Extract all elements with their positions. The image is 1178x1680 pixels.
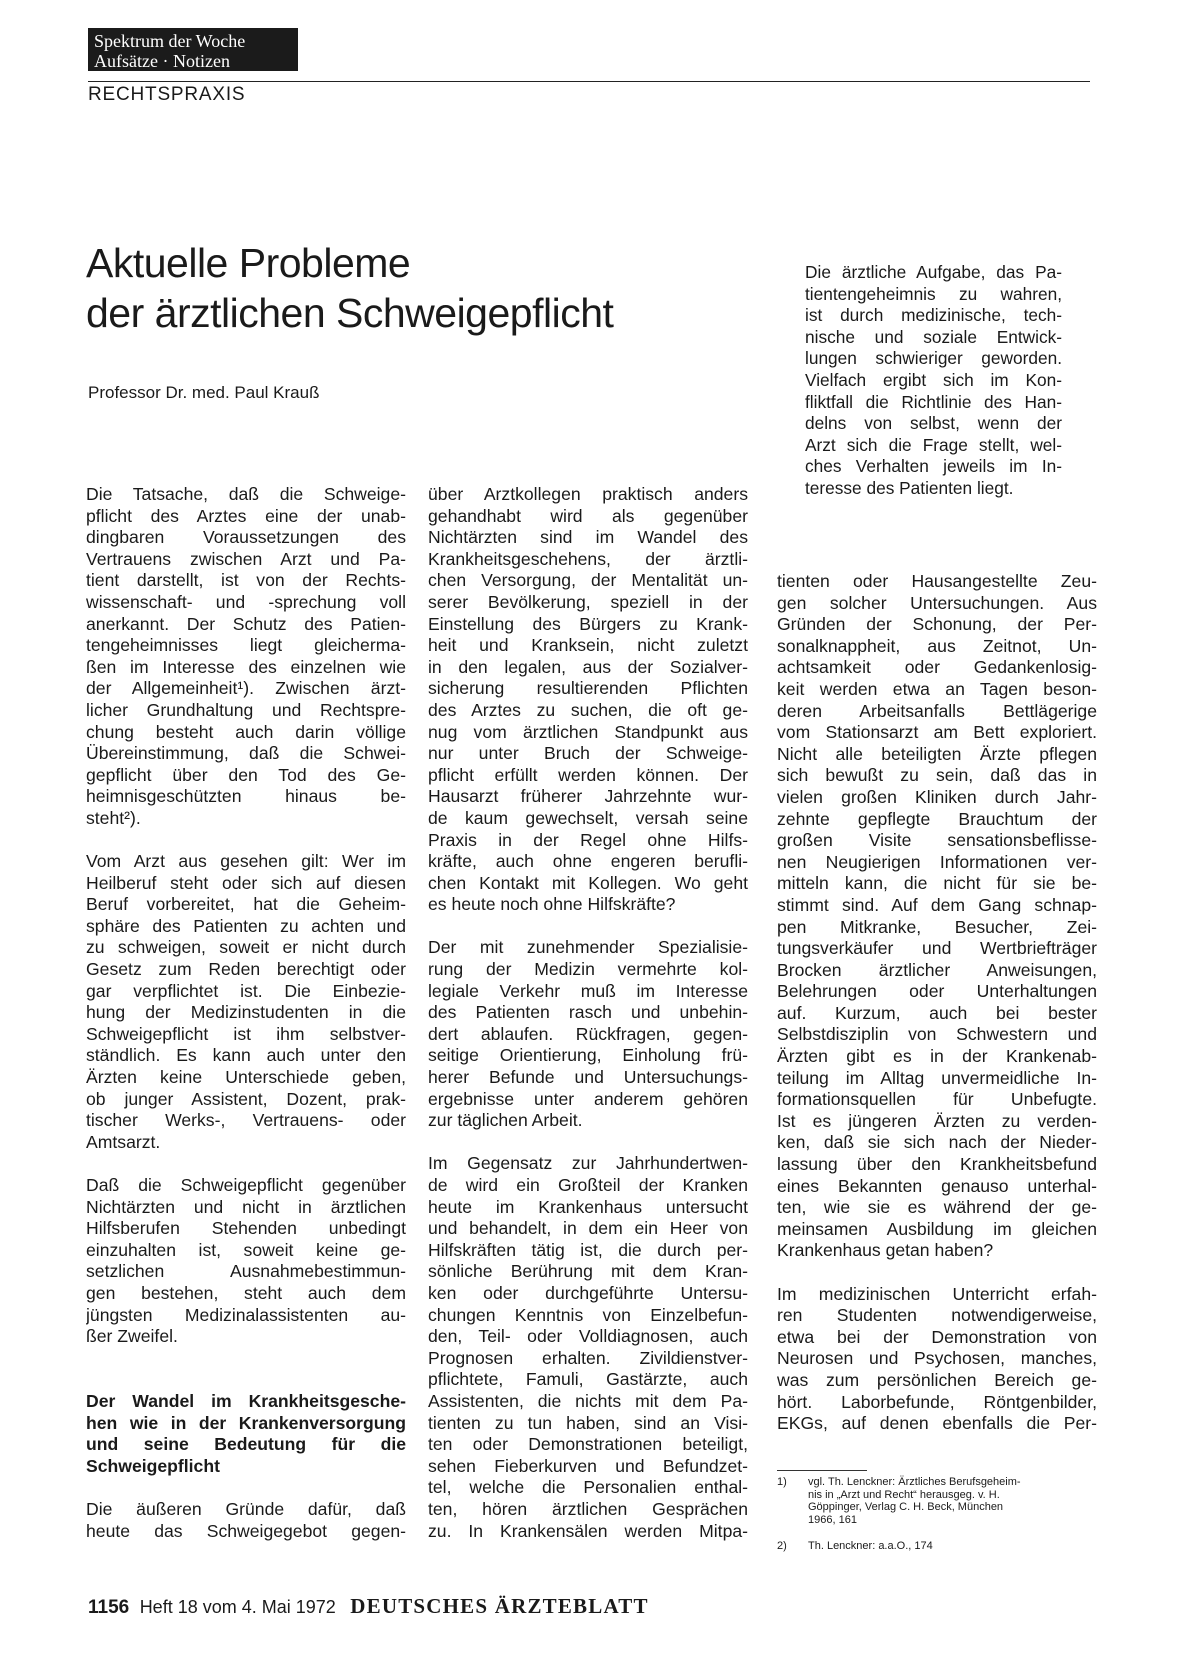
body-line: heimnisgeschützten hinaus be-	[86, 786, 406, 807]
footnote-line: nis in „Arzt und Recht“ herausgeg. v. H.	[808, 1488, 1000, 1501]
body-line: heute das Schweigegebot gegen-	[86, 1520, 406, 1541]
body-line: chungen Kenntnis von Einzelbefun-	[428, 1304, 748, 1325]
body-line: dingbaren Voraussetzungen des	[86, 527, 406, 548]
journal-name: DEUTSCHES ÄRZTEBLATT	[350, 1594, 649, 1618]
body-line: herer Befunde und Untersuchungs-	[428, 1067, 748, 1088]
body-line: tienten oder Hausangestellte Zeu-	[777, 571, 1097, 591]
body-line: über Arztkollegen praktisch anders	[428, 484, 748, 504]
body-line: licher Grundhaltung und Rechtspre-	[86, 699, 406, 720]
body-line: Hilfsberufen Stehenden unbedingt	[86, 1218, 406, 1239]
body-line: zu. In Krankensälen werden Mitpa-	[428, 1520, 748, 1541]
body-line: de kaum gewechselt, versah seine	[428, 807, 748, 828]
sidebar-line: fliktfall die Richtlinie des Han-	[805, 391, 1062, 412]
body-line: des Arztes zu suchen, die oft ge-	[428, 699, 748, 720]
body-line: tischer Werks-, Vertrauens- oder	[86, 1110, 406, 1131]
body-line: Die Tatsache, daß die Schweige-	[86, 484, 406, 504]
body-line: Vom Arzt aus gesehen gilt: Wer im	[86, 851, 406, 872]
body-line: nen Neugierigen Informationen ver-	[777, 851, 1097, 872]
text-column-2	[428, 484, 748, 1542]
body-line: mitteln kann, die nicht für sie be-	[777, 873, 1097, 894]
body-line: heute im Krankenhaus untersucht	[428, 1196, 748, 1217]
body-line: Ärzten keine Unterschiede geben,	[86, 1067, 406, 1088]
article-title	[86, 238, 613, 338]
teaser-sidebar	[805, 262, 1062, 500]
sidebar-line: delns von selbst, wenn der	[805, 413, 1062, 434]
body-line: ten, wie sie es während der ge-	[777, 1197, 1097, 1218]
body-line: Einstellung des Bürgers zu Krank-	[428, 613, 748, 634]
body-line: Brocken ärztlicher Anweisungen,	[777, 959, 1097, 980]
sidebar-line: teresse des Patienten liegt.	[805, 477, 1014, 498]
sidebar-line: tientengeheimnis zu wahren,	[805, 283, 1062, 304]
body-line: gehandhabt wird als gegenüber	[428, 505, 748, 526]
body-line: gepflicht über den Tod des Ge-	[86, 764, 406, 785]
section-label: RECHTSPRAXIS	[88, 84, 246, 105]
body-line: Vertrauens zwischen Arzt und Pa-	[86, 548, 406, 569]
body-line: der Allgemeinheit¹). Zwischen ärzt-	[86, 678, 406, 699]
body-line: pflicht des Arztes eine der unab-	[86, 505, 406, 526]
sidebar-line: lungen schwieriger geworden.	[805, 348, 1062, 369]
text-column-1	[86, 484, 406, 1542]
footnote-rule	[777, 1470, 867, 1471]
author-byline: Professor Dr. med. Paul Krauß	[88, 383, 320, 402]
body-line: einzuhalten ist, soweit keine ge-	[86, 1239, 406, 1260]
body-line: Nicht alle beteiligten Ärzte pflegen	[777, 743, 1097, 764]
body-line: nug vom ärztlichen Standpunkt aus	[428, 721, 748, 742]
body-line: ßer Zweifel.	[86, 1326, 178, 1347]
rubric-line-1: Spektrum der Woche	[94, 31, 246, 51]
body-line: sonalknappheit, aus Zeitnot, Un-	[777, 635, 1097, 656]
body-line: gar verpflichtet ist. Die Einbezie-	[86, 980, 406, 1001]
body-line: in den legalen, aus der Sozialver-	[428, 656, 748, 677]
paragraph-gap	[428, 916, 748, 938]
body-line: hung der Medizinstudenten in die	[86, 1002, 406, 1023]
body-line: Ist es jüngeren Ärzten zu verden-	[777, 1110, 1097, 1131]
body-line: was zum persönlichen Bereich ge-	[777, 1369, 1097, 1390]
body-line: meinsamen Ausbildung im gleichen	[777, 1218, 1097, 1239]
body-line: ten, hören ärztlichen Gesprächen	[428, 1498, 748, 1519]
body-line: sehen Fieberkurven und Befundzet-	[428, 1455, 748, 1476]
body-line: etwa bei der Demonstration von	[777, 1326, 1097, 1347]
body-line: chen Versorgung, der Mentalität un-	[428, 570, 748, 591]
paragraph-gap	[86, 1369, 406, 1391]
rubric-line-2: Aufsätze · Notizen	[94, 51, 230, 71]
body-line: Schweigepflicht ist ihm selbstver-	[86, 1023, 406, 1044]
body-line: deren Arbeitsanfalls Bettlägerige	[777, 700, 1097, 721]
body-line: ten oder Demonstrationen beteiligt,	[428, 1434, 748, 1455]
body-line: ren Studenten notwendigerweise,	[777, 1305, 1097, 1326]
paragraph-gap	[428, 1132, 748, 1154]
body-line: chung besteht auch darin völlige	[86, 721, 406, 742]
body-line: Prognosen erhalten. Zivildienstver-	[428, 1347, 748, 1368]
body-line: zu schweigen, soweit er nicht durch	[86, 937, 406, 958]
sidebar-line: Vielfach ergibt sich im Kon-	[805, 369, 1062, 390]
body-line: Nichtärzten und nicht in ärztlichen	[86, 1196, 406, 1217]
body-line: chen Kontakt mit Kollegen. Wo geht	[428, 872, 748, 893]
body-line: Assistenten, die nichts mit dem Pa-	[428, 1390, 748, 1411]
body-line: Daß die Schweigepflicht gegenüber	[86, 1175, 406, 1195]
body-line: tengeheimnisses liegt gleicherma-	[86, 635, 406, 656]
body-line: hört. Laborbefunde, Röntgenbilder,	[777, 1391, 1097, 1412]
page-footer	[88, 1594, 649, 1619]
body-line: Selbstdisziplin von Schwestern und	[777, 1024, 1097, 1045]
body-line: ergebnisse unter anderem gehören	[428, 1088, 748, 1109]
body-line: achtsamkeit oder Gedankenlosig-	[777, 657, 1097, 678]
body-line: EKGs, auf denen ebenfalls die Per-	[777, 1413, 1097, 1434]
body-line: Krankenhaus getan haben?	[777, 1240, 994, 1261]
body-line: gen solcher Untersuchungen. Aus	[777, 592, 1097, 613]
paragraph-gap	[777, 1262, 1097, 1284]
body-line: Krankheitsgeschehens, der ärztli-	[428, 548, 748, 569]
footnote-line: Th. Lenckner: a.a.O., 174	[808, 1540, 933, 1552]
body-line: ob junger Assistent, Dozent, prak-	[86, 1088, 406, 1109]
body-line: Die äußeren Gründe dafür, daß	[86, 1498, 406, 1519]
body-line: stimmt sind. Auf dem Gang schnap-	[777, 894, 1097, 915]
body-line: pflichtete, Famuli, Gastärzte, auch	[428, 1369, 748, 1390]
footnote-number: 1)	[777, 1476, 787, 1488]
body-line: Ärzten gibt es in der Krankenab-	[777, 1046, 1097, 1067]
body-line: tienten zu tun haben, sind an Visi-	[428, 1412, 748, 1433]
sidebar-line: Die ärztliche Aufgabe, das Pa-	[805, 262, 1062, 282]
body-line: legiale Verkehr muß im Interesse	[428, 980, 748, 1001]
body-line: keit werden etwa an Tagen beson-	[777, 678, 1097, 699]
body-line: dert ablaufen. Rückfragen, gegen-	[428, 1023, 748, 1044]
body-line: gen bestehen, steht auch dem	[86, 1282, 406, 1303]
paragraph-gap	[86, 1477, 406, 1499]
body-line: Der mit zunehmender Spezialisie-	[428, 937, 748, 958]
body-line: den, Teil- oder Volldiagnosen, auch	[428, 1326, 748, 1347]
body-line: sönliche Berührung mit dem Kran-	[428, 1261, 748, 1282]
body-line: sich bewußt zu sein, daß das in	[777, 765, 1097, 786]
header-rule	[88, 81, 1090, 82]
body-line: tel, welche die Personalien enthal-	[428, 1477, 748, 1498]
paragraph-gap	[86, 1153, 406, 1175]
body-line: Beruf vorbereitet, hat die Geheim-	[86, 894, 406, 915]
body-line: des Patienten rasch und unbehin-	[428, 1002, 748, 1023]
body-line: seitige Orientierung, Einholung frü-	[428, 1045, 748, 1066]
body-line: Nichtärzten sind im Wandel des	[428, 527, 748, 548]
body-line: vielen großen Kliniken durch Jahr-	[777, 786, 1097, 807]
footnote-line: 1966, 161	[808, 1513, 857, 1526]
body-line: jüngsten Medizinalassistenten au-	[86, 1304, 406, 1325]
footnote-line: Göppinger, Verlag C. H. Beck, München	[808, 1501, 1004, 1513]
body-line: ßen im Interesse des einzelnen wie	[86, 656, 406, 677]
body-line: Übereinstimmung, daß die Schwei-	[86, 743, 406, 764]
body-line: es heute noch ohne Hilfskräfte?	[428, 894, 676, 915]
body-line: sicherung resultierenden Pflichten	[428, 678, 748, 699]
body-line: kräfte, auch ohne engeren berufli-	[428, 851, 748, 872]
body-line: großen Visite sensationsbeflisse-	[777, 830, 1097, 851]
paragraph-gap	[86, 1348, 406, 1370]
body-line: ken, daß sie sich nach der Nieder-	[777, 1132, 1097, 1153]
sidebar-line: ches Verhalten jeweils im In-	[805, 456, 1062, 477]
body-line: sphäre des Patienten zu achten und	[86, 915, 406, 936]
body-line: und behandelt, in dem ein Heer von	[428, 1218, 748, 1239]
issue-info: Heft 18 vom 4. Mai 1972	[139, 1597, 336, 1617]
body-line: Im Gegensatz zur Jahrhundertwen-	[428, 1153, 748, 1174]
body-line: Heilberuf steht oder sich auf diesen	[86, 872, 406, 893]
body-line: Im medizinischen Unterricht erfah-	[777, 1283, 1097, 1304]
body-line: Gründen der Schonung, der Per-	[777, 614, 1097, 635]
body-line: steht²).	[86, 807, 141, 828]
sidebar-line: nische und soziale Entwick-	[805, 326, 1062, 347]
subheading-line: und seine Bedeutung für die	[86, 1434, 406, 1455]
body-line: Hilfskräften tätig ist, die durch per-	[428, 1239, 748, 1260]
body-line: Belehrungen oder Unterhaltungen	[777, 981, 1097, 1002]
body-line: setzlichen Ausnahmebestimmun-	[86, 1261, 406, 1282]
body-line: Gesetz zum Reden berechtigt oder	[86, 959, 406, 980]
body-line: zur täglichen Arbeit.	[428, 1110, 583, 1131]
footnote-number: 2)	[777, 1540, 787, 1552]
title-line-2: der ärztlichen Schweigepflicht	[86, 290, 614, 336]
body-line: eines Bekannten genauso unterhal-	[777, 1175, 1097, 1196]
body-line: tient darstellt, ist von der Rechts-	[86, 570, 406, 591]
body-line: ständlich. Es kann auch unter den	[86, 1045, 406, 1066]
body-line: auf. Kurzum, auch bei bester	[777, 1002, 1097, 1023]
body-line: pflicht erfüllt werden können. Der	[428, 764, 748, 785]
body-line: serer Bevölkerung, speziell in der	[428, 591, 748, 612]
body-line: heit und Kranksein, nicht zuletzt	[428, 635, 748, 656]
body-line: vom Stationsarzt am Bett exploriert.	[777, 722, 1097, 743]
body-line: tungsverkäufer und Wertbriefträger	[777, 938, 1097, 959]
body-line: wissenschaft- und -sprechung voll	[86, 591, 406, 612]
body-line: Amtsarzt.	[86, 1131, 161, 1152]
subheading-line: Der Wandel im Krankheitsgesche-	[86, 1390, 406, 1411]
body-line: de wird ein Großteil der Kranken	[428, 1175, 748, 1195]
subheading-line: hen wie in der Krankenversorgung	[86, 1412, 406, 1433]
sidebar-line: Arzt sich die Frage stellt, wel-	[805, 434, 1062, 455]
body-line: formationsquellen für Unbefugte.	[777, 1089, 1097, 1110]
page-number: 1156	[88, 1597, 130, 1618]
body-line: rung der Medizin vermehrte kol-	[428, 959, 748, 980]
body-line: pen Mitkranke, Besucher, Zei-	[777, 916, 1097, 937]
rubric-badge	[88, 28, 298, 71]
footnote-line: vgl. Th. Lenckner: Ärztliches Berufsgeheim-	[808, 1476, 1021, 1488]
body-line: Hausarzt früherer Jahrzehnte wur-	[428, 786, 748, 807]
body-line: lassung über den Krankheitsbefund	[777, 1154, 1097, 1175]
sidebar-line: ist durch medizinische, tech-	[805, 305, 1062, 326]
body-line: teilung im Alltag unvermeidliche In-	[777, 1067, 1097, 1088]
body-line: Praxis in der Regel ohne Hilfs-	[428, 829, 748, 850]
title-line-1: Aktuelle Probleme	[86, 240, 411, 286]
paragraph-gap	[86, 830, 406, 852]
subheading-line: Schweigepflicht	[86, 1455, 220, 1476]
body-line: nur unter Bruch der Schweige-	[428, 743, 748, 764]
body-line: Neurosen und Psychosen, manches,	[777, 1348, 1097, 1369]
text-column-3	[777, 571, 1097, 1435]
body-line: zehnte gepflegte Brauchtum der	[777, 808, 1097, 829]
body-line: anerkannt. Der Schutz des Patien-	[86, 613, 406, 634]
body-line: ken oder durchgeführte Untersu-	[428, 1282, 748, 1303]
